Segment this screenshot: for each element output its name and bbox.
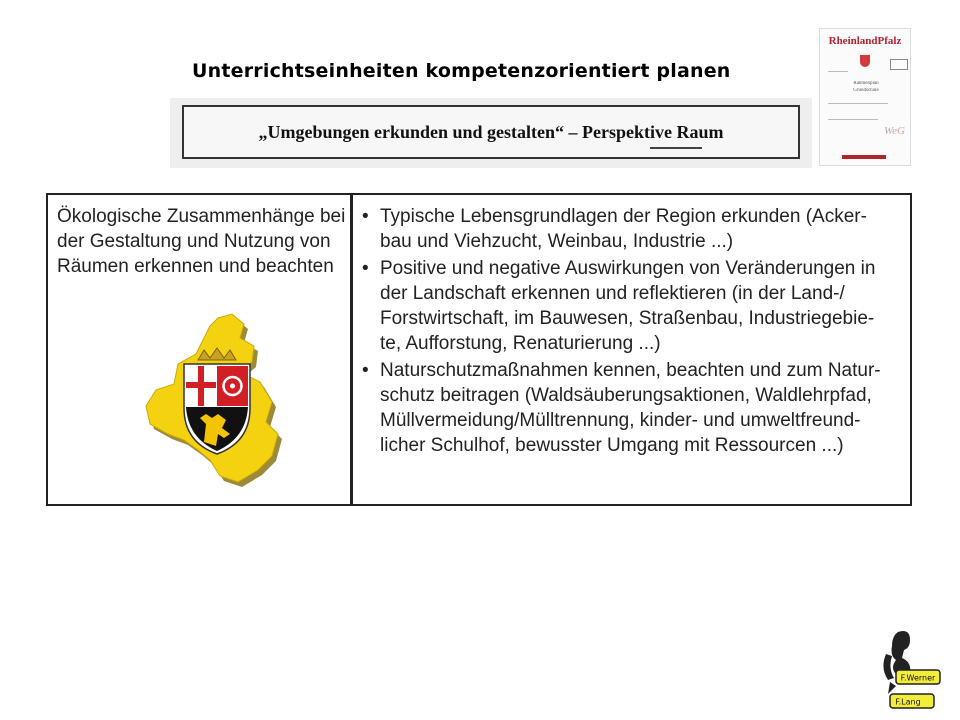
signature-lang: F.Lang (895, 697, 921, 707)
slide-title: Unterrichtseinheiten kompetenzorientiert planen (192, 60, 731, 82)
signature-werner: F.Werner (900, 673, 936, 683)
cover-crest-icon (860, 55, 870, 67)
cover-line-1: Rahmenplan (853, 81, 879, 86)
cover-title: RheinlandPfalz (828, 35, 902, 47)
table-column-divider (350, 193, 353, 506)
cover-rule (828, 103, 888, 104)
subtitle-box (182, 105, 800, 159)
coat-of-arms-icon (184, 348, 250, 454)
subtitle-text: „Umgebungen erkunden und gestalten“ – Perspektive Raum (258, 121, 724, 142)
rheinland-pfalz-map-icon (140, 310, 290, 490)
bullet-item: • Typische Lebensgrundlagen der Region erkunden (Acker- bau und Viehzucht, Weinbau, Industrie ...) (361, 204, 906, 254)
cover-line-2: Grundschule (853, 88, 879, 93)
cover-stamp-icon (890, 59, 908, 70)
cover-red-strip (842, 155, 886, 159)
cover-rule (828, 119, 878, 120)
arms-crown (198, 348, 236, 360)
bullet-item: • Naturschutzmaßnahmen kennen, beachten und zum Natur- schutz beitragen (Waldsäuberungsaktionen, Waldlehrpfad, Müllvermeidung/Mülltrennung, kinder- und umweltfreund- licher Schulhof, bewusster Umgang mit Ressourcen ...) (361, 358, 906, 458)
cover-rule (828, 71, 848, 72)
bullet-item: • Positive und negative Auswirkungen von Veränderungen in der Landschaft erkennen und reflektieren (in der Land-/ Forstwirtschaft, im Bauwesen, Straßenbau, Industriegebie- te, Aufforstung, Renaturierung ...) (361, 256, 906, 356)
cover-logo-icon: WeG (884, 125, 905, 137)
author-signature-logo (876, 628, 946, 714)
rahmenplan-cover-image (819, 28, 911, 166)
subtitle-underline (650, 147, 702, 149)
content-bullet-list (361, 204, 906, 460)
competency-cell: Ökologische Zusammenhänge bei der Gestaltung und Nutzung von Räumen erkennen und beachten (57, 206, 346, 277)
